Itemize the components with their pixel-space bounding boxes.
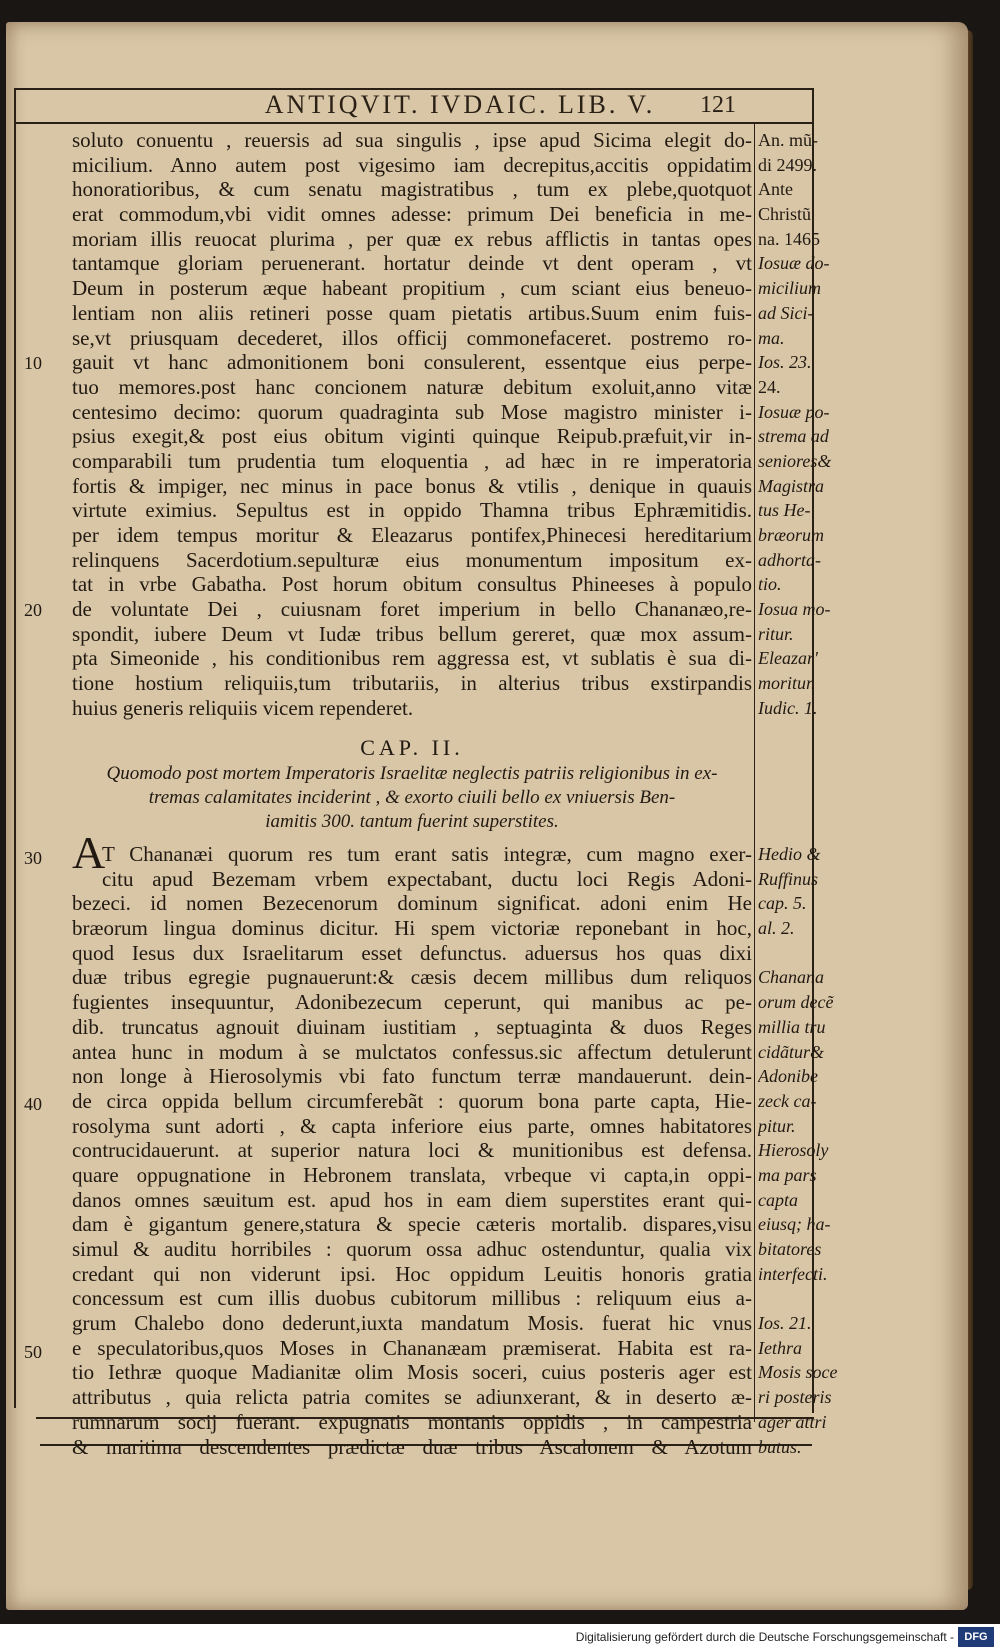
text-line: quod Iesus dux Israelitarum esset defunctus. aduersus hos quas dixi bbox=[72, 940, 752, 965]
margin-note: Hedio & bbox=[758, 844, 821, 864]
margin-notes-upper bbox=[758, 128, 850, 721]
margin-note: ma pars bbox=[758, 1164, 817, 1185]
margin-note: na. 1465 bbox=[758, 228, 820, 249]
text-line: gauit vt hanc admonitionem boni consulerent, essentque eius perpe- bbox=[72, 350, 752, 375]
text-line: tantamque gloriam peruenerant. hortatur deinde vt dent operam , vt bbox=[72, 251, 752, 276]
body-text-lower bbox=[72, 842, 752, 1459]
margin-note: butus. bbox=[758, 1436, 802, 1457]
margin-note: zeck ca- bbox=[758, 1090, 817, 1111]
margin-note: Ante bbox=[758, 179, 793, 200]
text-line: centesimo decimo: quorum quadraginta sub Mose magistro minister i- bbox=[72, 399, 752, 424]
margin-note: tus He- bbox=[758, 500, 811, 521]
drop-capital: A bbox=[72, 827, 106, 878]
text-line: tat in vrbe Gabatha. Post horum obitum consultus Phineeses à populo bbox=[72, 572, 752, 597]
text-line: bezeci. id nomen Bezecenorum dominum significat. adoni enim He bbox=[72, 891, 752, 916]
text-line: se,vt priusquam decederet, illos officij commonefaceret. postremo ro- bbox=[72, 325, 752, 350]
margin-note: al. 2. bbox=[758, 918, 795, 939]
text-line: contrucidauerunt. at superior natura loci & munitionibus est defensa. bbox=[72, 1138, 752, 1163]
text-line: honoratioribus, & cum senatu magistratibus , tum ex plebe,quotquot bbox=[72, 177, 752, 202]
text-line: erat commodum,vbi vidit omnes adesse: primum Dei beneficia in me- bbox=[72, 202, 752, 227]
text-line: non longe à Hierosolymis vbi fato functum terræ mandauerunt. dein- bbox=[72, 1064, 752, 1089]
margin-note: Iudic. 1. bbox=[758, 697, 818, 718]
margin-note: seniores& bbox=[758, 450, 832, 471]
text-line: virtute eximius. Sepultus est in oppido Thamna tribus Ephræmitidis. bbox=[72, 498, 752, 523]
margin-note: orum decẽ bbox=[758, 992, 834, 1013]
text-line: danos omnes sæuitum est. apud hos in eam diem superstites erant qui- bbox=[72, 1187, 752, 1212]
margin-note: ri posteris bbox=[758, 1387, 832, 1408]
text-line: credant qui non viderunt ipsi. Hoc oppidum Leuitis honoris gratia bbox=[72, 1261, 752, 1286]
margin-note: Ruffinus bbox=[758, 868, 819, 889]
margin-note bbox=[758, 941, 850, 966]
margin-note: cap. 5. bbox=[758, 893, 807, 914]
text-line: & maritima descendentes prædictæ duæ tribus Ascalonem & Azotum bbox=[72, 1434, 752, 1459]
text-line: duæ tribus egregie pugnauerunt:& cæsis decem millibus dum reliquos bbox=[72, 965, 752, 990]
margin-note: Iosuæ po- bbox=[758, 401, 830, 422]
text-line: attributus , quia relicta patria comites se adiunxerant, & in deserto æ- bbox=[72, 1385, 752, 1410]
text-line: fortis & impiger, nec minus in pace bonus & vtilis , denique in quauis bbox=[72, 473, 752, 498]
text-line: quare oppugnatione in Hebronem translata, vrbeque vi capta,in oppi- bbox=[72, 1162, 752, 1187]
text-line: rosolyma sunt adorti , & capta inferiore eius parte, omnes habitatores bbox=[72, 1113, 752, 1138]
margin-note: Chanana bbox=[758, 967, 825, 988]
margin-note: adhorta- bbox=[758, 549, 821, 570]
margin-note: Adonibe bbox=[758, 1066, 818, 1087]
running-head: ANTIQVIT. IVDAIC. LIB. V. bbox=[264, 90, 656, 119]
text-line: simul & auditu horribiles : quorum ossa adhuc ostenduntur, qualia vix bbox=[72, 1237, 752, 1261]
dfg-logo: DFG bbox=[958, 1627, 994, 1647]
summary-line: iamitis 300. tantum fuerint superstites. bbox=[265, 811, 559, 832]
margin-note: Mosis soce bbox=[758, 1362, 838, 1383]
text-line: per idem tempus moritur & Eleazarus pontifex,Phinecesi hereditarium bbox=[72, 523, 752, 547]
page-number: 121 bbox=[700, 92, 736, 118]
text-line: huius generis reliquiis vicem rependeret. bbox=[72, 695, 414, 720]
text-line: psius exegit,& post eius obitum viginti quinque Reipub.præfuit,vir in- bbox=[72, 424, 752, 449]
line-number: 50 bbox=[24, 1342, 42, 1362]
line-number: 30 bbox=[24, 848, 42, 868]
margin-note: tio. bbox=[758, 574, 782, 595]
text-line: citu apud Bezemam vrbem expectabant, ductu loci Regis Adoni- bbox=[102, 866, 752, 891]
body-text-upper bbox=[72, 128, 752, 721]
margin-note: 24. bbox=[758, 376, 781, 397]
text-line: antea hunc in modum à se mulctatos confessus.sic affectum detulerunt bbox=[72, 1039, 752, 1064]
text-line: rumnarum socij fuerant. expugnatis montanis oppidis , in campestria bbox=[72, 1409, 752, 1434]
text-line: grum Chalebo dono dederunt,iuxta mandatum Mosis. fuerat hic vnus bbox=[72, 1311, 752, 1336]
text-line: comparabili tum prudentia tum eloquentia , ad hæc in re imperatoria bbox=[72, 448, 752, 473]
margin-note: Magistra bbox=[758, 475, 825, 496]
margin-note: capta bbox=[758, 1189, 798, 1210]
text-line: lentiam non aliis retineri posse quam pietatis artibus.Suum enim fuis- bbox=[72, 300, 752, 325]
margin-note: Ios. 21. bbox=[758, 1313, 812, 1334]
text-frame-left bbox=[14, 88, 16, 1408]
margin-note: ma. bbox=[758, 327, 785, 348]
text-line: tio Iethræ quoque Madianitæ olim Mosis soceri, cuius posteris ager est bbox=[72, 1360, 752, 1385]
margin-note: Ios. 23. bbox=[758, 352, 812, 373]
margin-note: ritur. bbox=[758, 623, 794, 644]
text-line: spondit, iubere Deum vt Iudæ tribus bellum gereret, quæ mox assum- bbox=[72, 621, 752, 646]
margin-note bbox=[758, 1286, 850, 1311]
margin-note: moritur. bbox=[758, 673, 816, 694]
chapter-heading: CAP. II. bbox=[360, 735, 464, 760]
margin-note: eiusq; ha- bbox=[758, 1214, 831, 1235]
text-line: relinquens Sacerdotium.sepulturæ eius monumentum impositum ex- bbox=[72, 547, 752, 572]
margin-note: bitatores bbox=[758, 1239, 822, 1259]
margin-note: bræorum bbox=[758, 525, 825, 545]
text-line: moriam illis reuocat plurima , per quæ ex rebus afflictis in tantas opes bbox=[72, 226, 752, 251]
line-number: 40 bbox=[24, 1094, 42, 1114]
text-line: concessum est cum illis duobus cubitorum millibus : reliquum eius a- bbox=[72, 1286, 752, 1311]
margin-note: Iosua mo- bbox=[758, 599, 831, 620]
text-line: T Chananæi quorum res tum erant satis integræ, cum magno exer- bbox=[102, 842, 752, 866]
margin-note: ad Sici- bbox=[758, 302, 814, 323]
margin-divider bbox=[754, 122, 755, 1422]
text-line: tione hostium reliquiis,tum tributariis, in alterius tribus exstirpandis bbox=[72, 671, 752, 696]
margin-note: pitur. bbox=[758, 1115, 796, 1136]
margin-note: Iethra bbox=[758, 1337, 802, 1358]
margin-note: ager attri bbox=[758, 1411, 827, 1432]
margin-note: Christũ bbox=[758, 204, 812, 225]
margin-note: micilium bbox=[758, 278, 821, 299]
footer-credit: Digitalisierung gefördert durch die Deutsche Forschungsgemeinschaft - bbox=[575, 1630, 954, 1644]
text-line: bræorum lingua dominus dicitur. Hi spem victoriæ reponebant in hoc, bbox=[72, 916, 752, 941]
text-line: dib. truncatus agnouit diuinam iustitiam , septuaginta & duos Reges bbox=[72, 1014, 752, 1039]
chapter-summary bbox=[72, 762, 752, 834]
text-line: de circa oppida bellum circumferebãt : quorum bona parte capta, Hie- bbox=[72, 1088, 752, 1113]
summary-line: Quomodo post mortem Imperatoris Israelitæ neglectis patriis religionibus in ex- bbox=[106, 763, 718, 784]
margin-note: Hierosoly bbox=[758, 1140, 829, 1161]
text-line: dam è gigantum genere,statura & specie cæteris mortalib. dispares,visu bbox=[72, 1212, 752, 1237]
line-number: 10 bbox=[24, 353, 42, 373]
margin-note: An. mũ- bbox=[758, 130, 818, 150]
line-number: 20 bbox=[24, 600, 42, 620]
margin-note: strema ad bbox=[758, 426, 829, 447]
margin-note: millia tru bbox=[758, 1016, 826, 1037]
text-line: micilium. Anno autem post vigesimo iam decrepitus,accitis oppidatim bbox=[72, 152, 752, 177]
text-line: pta Simeonide , his conditionibus rem aggressa est, vt sublatis è sua di- bbox=[72, 646, 752, 671]
margin-note: Eleazar' bbox=[758, 648, 818, 669]
text-line: soluto conuentu , reuersis ad sua singulis , ipse apud Sicima elegit do- bbox=[72, 128, 752, 152]
margin-note: di 2499. bbox=[758, 154, 818, 175]
margin-notes-lower bbox=[758, 842, 850, 1459]
text-line: Deum in posterum æque habeant propitium , cum sciant eius beneuo- bbox=[72, 276, 752, 301]
margin-note: interfecti. bbox=[758, 1263, 828, 1284]
summary-line: tremas calamitates inciderint , & exorto ciuili bello ex vniuersis Ben- bbox=[148, 787, 676, 808]
margin-note: cidãtur& bbox=[758, 1041, 824, 1062]
text-line: tuo memores.post hanc concionem naturæ debitum exoluit,anno vitæ bbox=[72, 374, 752, 399]
text-line: fugientes insequuntur, Adonibezecum ceperunt, qui manibus ac pe- bbox=[72, 990, 752, 1015]
text-line: e speculatoribus,quos Moses in Chananæam præmiserat. Habita est ra- bbox=[72, 1335, 752, 1360]
margin-note: Iosuæ do- bbox=[758, 253, 830, 274]
text-line: de voluntate Dei , cuiusnam foret imperium in bello Chananæo,re- bbox=[72, 597, 752, 622]
